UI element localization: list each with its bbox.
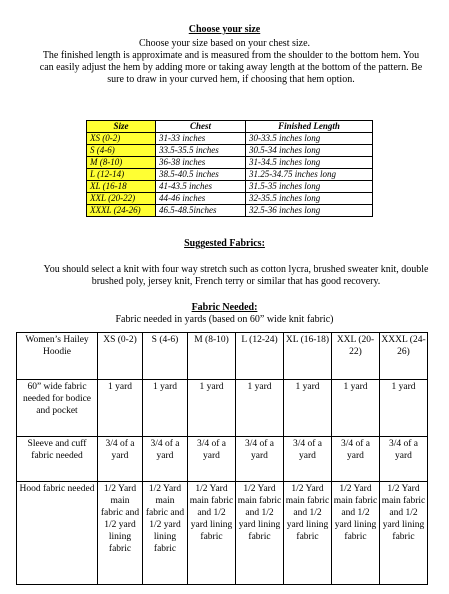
size-table-row (87, 181, 373, 193)
size-table-header (87, 121, 373, 133)
fabric-part-label: Hood fabric needed (17, 482, 98, 585)
fabric-amount-cell: 1 yard (143, 380, 188, 437)
fabric-needed-row (17, 482, 428, 585)
size-column-header: M (8-10) (188, 333, 236, 380)
size-column-header: L (12-24) (236, 333, 284, 380)
size-table-row (87, 205, 373, 217)
chest-cell: 36-38 inches (156, 157, 246, 169)
size-cell: XL (16-18 (87, 181, 156, 193)
fabric-needed-header-row (17, 333, 428, 380)
size-table (86, 120, 373, 217)
size-column-header: S (4-6) (143, 333, 188, 380)
chest-cell: 46.5-48.5inches (156, 205, 246, 217)
size-table-row (87, 133, 373, 145)
fabric-amount-cell: 1 yard (284, 380, 332, 437)
fabric-amount-cell: 3/4 of a yard (332, 437, 380, 482)
fabric-amount-cell: 1/2 Yard main fabric and 1/2 yard lining fabric (236, 482, 284, 585)
fabric-amount-cell: 3/4 of a yard (284, 437, 332, 482)
length-cell: 31-34.5 inches long (246, 157, 373, 169)
fabric-needed-subtitle: Fabric needed in yards (based on 60” wide knit fabric) (115, 314, 334, 325)
size-cell: XS (0-2) (87, 133, 156, 145)
size-table-row (87, 169, 373, 181)
fabric-amount-cell: 1/2 Yard main fabric and 1/2 yard lining fabric (188, 482, 236, 585)
fabric-amount-cell: 1 yard (98, 380, 143, 437)
size-table-row (87, 145, 373, 157)
fabric-needed-row (17, 437, 428, 482)
fabric-amount-cell: 3/4 of a yard (98, 437, 143, 482)
size-cell: L (12-14) (87, 169, 156, 181)
chest-cell: 41-43.5 inches (156, 181, 246, 193)
length-cell: 32.5-36 inches long (246, 205, 373, 217)
size-column-header: XL (16-18) (284, 333, 332, 380)
fabric-amount-cell: 1/2 Yard main fabric and 1/2 yard lining fabric (332, 482, 380, 585)
choose-size-title: Choose your size (188, 24, 261, 35)
length-cell: 32-35.5 inches long (246, 193, 373, 205)
fabric-needed-row (17, 380, 428, 437)
fabric-amount-cell: 3/4 of a yard (380, 437, 428, 482)
chest-cell: 38.5-40.5 inches (156, 169, 246, 181)
size-column-header: XXL (20-22) (332, 333, 380, 380)
fabric-amount-cell: 1 yard (380, 380, 428, 437)
length-cell: 31.5-35 inches long (246, 181, 373, 193)
length-cell: 30-33.5 inches long (246, 133, 373, 145)
choose-size-subtitle: Choose your size based on your chest size. (138, 38, 311, 49)
fabric-amount-cell: 1/2 Yard main fabric and 1/2 yard lining fabric (284, 482, 332, 585)
fabrics-title: Suggested Fabrics: (184, 238, 265, 249)
garment-header: Women’s Hailey Hoodie (17, 333, 98, 380)
fabric-amount-cell: 3/4 of a yard (236, 437, 284, 482)
size-cell: XXXL (24-26) (87, 205, 156, 217)
length-cell: 31.25-34.75 inches long (246, 169, 373, 181)
fabric-amount-cell: 3/4 of a yard (188, 437, 236, 482)
chest-cell: 33.5-35.5 inches (156, 145, 246, 157)
fabric-amount-cell: 1 yard (236, 380, 284, 437)
fabrics-body: You should select a knit with four way stretch such as cotton lycra, brushed sweater knit, double brushed poly, jersey knit, French terry or similar that has good recovery. (43, 264, 429, 287)
length-cell: 30.5-34 inches long (246, 145, 373, 157)
fabric-amount-cell: 1/2 Yard main fabric and 1/2 yard lining fabric (143, 482, 188, 585)
fabric-needed-title: Fabric Needed: (191, 302, 258, 313)
size-cell: XXL (20-22) (87, 193, 156, 205)
fabric-amount-cell: 1 yard (188, 380, 236, 437)
size-header: Size (87, 121, 156, 133)
chest-cell: 31-33 inches (156, 133, 246, 145)
fabric-part-label: Sleeve and cuff fabric needed (17, 437, 98, 482)
size-table-row (87, 193, 373, 205)
size-cell: M (8-10) (87, 157, 156, 169)
fabric-amount-cell: 1/2 Yard main fabric and 1/2 yard lining fabric (98, 482, 143, 585)
chest-cell: 44-46 inches (156, 193, 246, 205)
size-column-header: XXXL (24-26) (380, 333, 428, 380)
size-table-row (87, 157, 373, 169)
fabric-amount-cell: 1/2 Yard main fabric and 1/2 yard lining fabric (380, 482, 428, 585)
choose-size-body: The finished length is approximate and is measured from the shoulder to the bottom hem. You can easily adjust the hem by adding more or taking away length at the bottom of the pattern. Be sure to draw in your curved hem, if choosing that hem option. (39, 50, 423, 85)
fabric-needed-table (16, 332, 428, 585)
chest-header: Chest (156, 121, 246, 133)
fabric-amount-cell: 3/4 of a yard (143, 437, 188, 482)
size-cell: S (4-6) (87, 145, 156, 157)
fabric-amount-cell: 1 yard (332, 380, 380, 437)
size-column-header: XS (0-2) (98, 333, 143, 380)
fabric-part-label: 60” wide fabric needed for bodice and pocket (17, 380, 98, 437)
length-header: Finished Length (246, 121, 373, 133)
